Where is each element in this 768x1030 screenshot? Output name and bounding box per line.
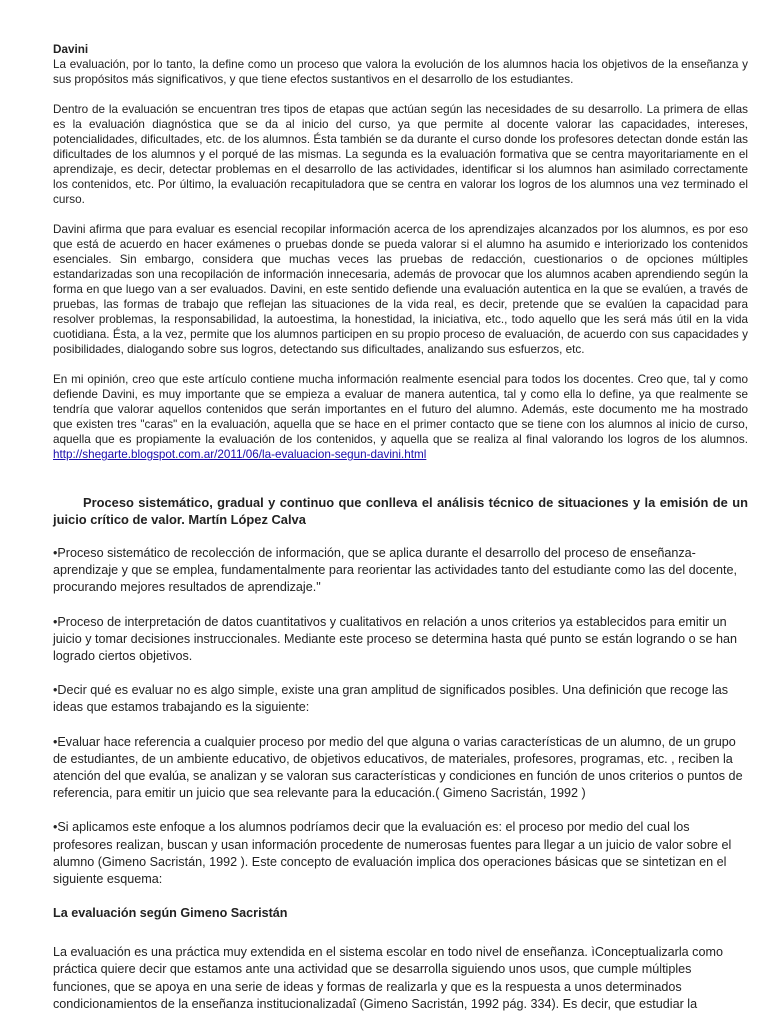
lopez-calva-section (53, 494, 748, 1030)
paragraph: La evaluación, por lo tanto, la define como un proceso que valora la evolución de los alumnos hacia los objetivos de la enseñanza y sus propósitos más significativos, y que tiene efectos sustantivos en el desarrollo de los estudiantes. (53, 58, 748, 86)
section-heading: Proceso sistemático, gradual y continuo que conlleva el análisis técnico de situaciones y la emisión de un juicio crítico de valor. Martín López Calva (53, 495, 748, 527)
bullet-paragraph: •Proceso de interpretación de datos cuantitativos y cualitativos en relación a unos criterios ya establecidos para emitir un juicio y tomar decisiones instruccionales. Mediante este proceso se determina hasta qué punto se están logrando o se han logrado ciertos objetivos. (53, 614, 737, 664)
bullet-paragraph: •Evaluar hace referencia a cualquier proceso por medio del que alguna o varias características de un alumno, de un grupo de estudiantes, de un ambiente educativo, de objetivos educativos, de materiales, profesores, programas, etc. , reciben la atención del que evalúa, se analizan y se valoran sus características y condiciones en función de unos criterios o puntos de referencia, para emitir un juicio que sea relevante para la educación.( Gimeno Sacristán, 1992 ) (53, 734, 743, 801)
davini-section (53, 42, 748, 477)
paragraph: La evaluación es una práctica muy extendida en el sistema escolar en todo nivel de enseñanza. ìConceptualizarla como práctica quiere decir que estamos ante una actividad que se desarrolla siguiendo unos usos, que cumple múltiples funciones, que se apoya en una serie de ideas y formas de realizarla y que es la respuesta a unos determinados condicionamientos de la enseñanza institucionalizadaî (Gimeno Sacristán, 1992 pág. 334). Es decir, que estudiar la (53, 945, 723, 1011)
bullet-paragraph: •Si aplicamos este enfoque a los alumnos podríamos decir que la evaluación es: el proceso por medio del cual los profesores realizan, buscan y usan información procedente de numerosas fuentes para llegar a un juicio de valor sobre el alumno (Gimeno Sacristán, 1992 ). Este concepto de evaluación implica dos operaciones básicas que se sintetizan en el siguiente esquema: (53, 820, 732, 887)
opinion-paragraph (53, 372, 748, 462)
subheading: La evaluación según Gimeno Sacristán (53, 906, 288, 921)
source-link[interactable]: http://shegarte.blogspot.com.ar/2011/06/la-evaluacion-segun-davini.html (53, 448, 427, 461)
section-title: Davini (53, 43, 89, 56)
paragraph-text: En mi opinión, creo que este artículo contiene mucha información realmente esencial para todos los docentes. Creo que, tal y como defiende Davini, es muy importante que se empieza a evaluar de manera autentica, tal y como ella lo define, ya que realmente se tendría que valorar aquellos contenidos que serán importantes en el futuro del alumno. Además, este documento me ha mostrado que existen tres "caras" en la evaluación, aquella que se hace en el primer contacto que se tiene con los alumnos al inicio de curso, aquella que es propiamente la evaluación de los contenidos, y aquella que se realiza al final valorando los logros de los alumnos. (53, 373, 748, 446)
paragraph: Davini afirma que para evaluar es esencial recopilar información acerca de los aprendizajes alcanzados por los alumnos, es por eso que está de acuerdo en hacer exámenes o pruebas donde se pueda valorar si el alumno ha asumido e interiorizado los contenidos esenciales. Sin embargo, considera que muchas veces las pruebas de redacción, cuestionarios o de opciones múltiples estandarizadas son una recopilación de información innecesaria, además de provocar que los alumnos acaben aprendiendo según la forma en que luego van a ser evaluados. Davini, en este sentido defiende una evaluación autentica en la que se evalúen, a través de pruebas, las formas de trabajo que reflejan las situaciones de la vida real, es decir, pretende que se evalúen la capacidad para resolver problemas, la responsabilidad, la autoestima, la honestidad, la iniciativa, etc., todo aquello que les será más útil en la vida cuotidiana. Ésta, a la vez, permite que los alumnos participen en su propio proceso de evaluación, de acuerdo con sus capacidades y posibilidades, dialogando sobre sus logros, detectando sus dificultades, analizando sus esfuerzos, etc. (53, 223, 748, 356)
bullet-paragraph: •Proceso sistemático de recolección de información, que se aplica durante el desarrollo del proceso de enseñanza-aprendizaje y que se emplea, fundamentalmente para reorientar las actividades tanto del estudiante como las del docente, procurando mejores resultados de aprendizaje." (53, 546, 737, 595)
bullet-paragraph: •Decir qué es evaluar no es algo simple, existe una gran amplitud de significados posibles. Una definición que recoge las ideas que estamos trabajando es la siguiente: (53, 683, 729, 715)
paragraph: Dentro de la evaluación se encuentran tres tipos de etapas que actúan según las necesidades de su desarrollo. La primera de ellas es la evaluación diagnóstica que se da al inicio del curso, ya que permite al docente valorar las capacidades, intereses, potencialidades, dificultades, etc. de los alumnos. Ésta también se da durante el curso donde los profesores detectan donde están las dificultades de los alumnos y el porqué de las mismas. La segunda es la evaluación formativa que se centra mayoritariamente en el aprendizaje, es decir, detectar problemas en el desarrollo de las actividades, identificar si los alumnos han asimilado correctamente los contenidos, etc. Por último, la evaluación recapituladora que se centra en valorar los logros de los alumnos una vez terminado el curso. (53, 103, 748, 206)
